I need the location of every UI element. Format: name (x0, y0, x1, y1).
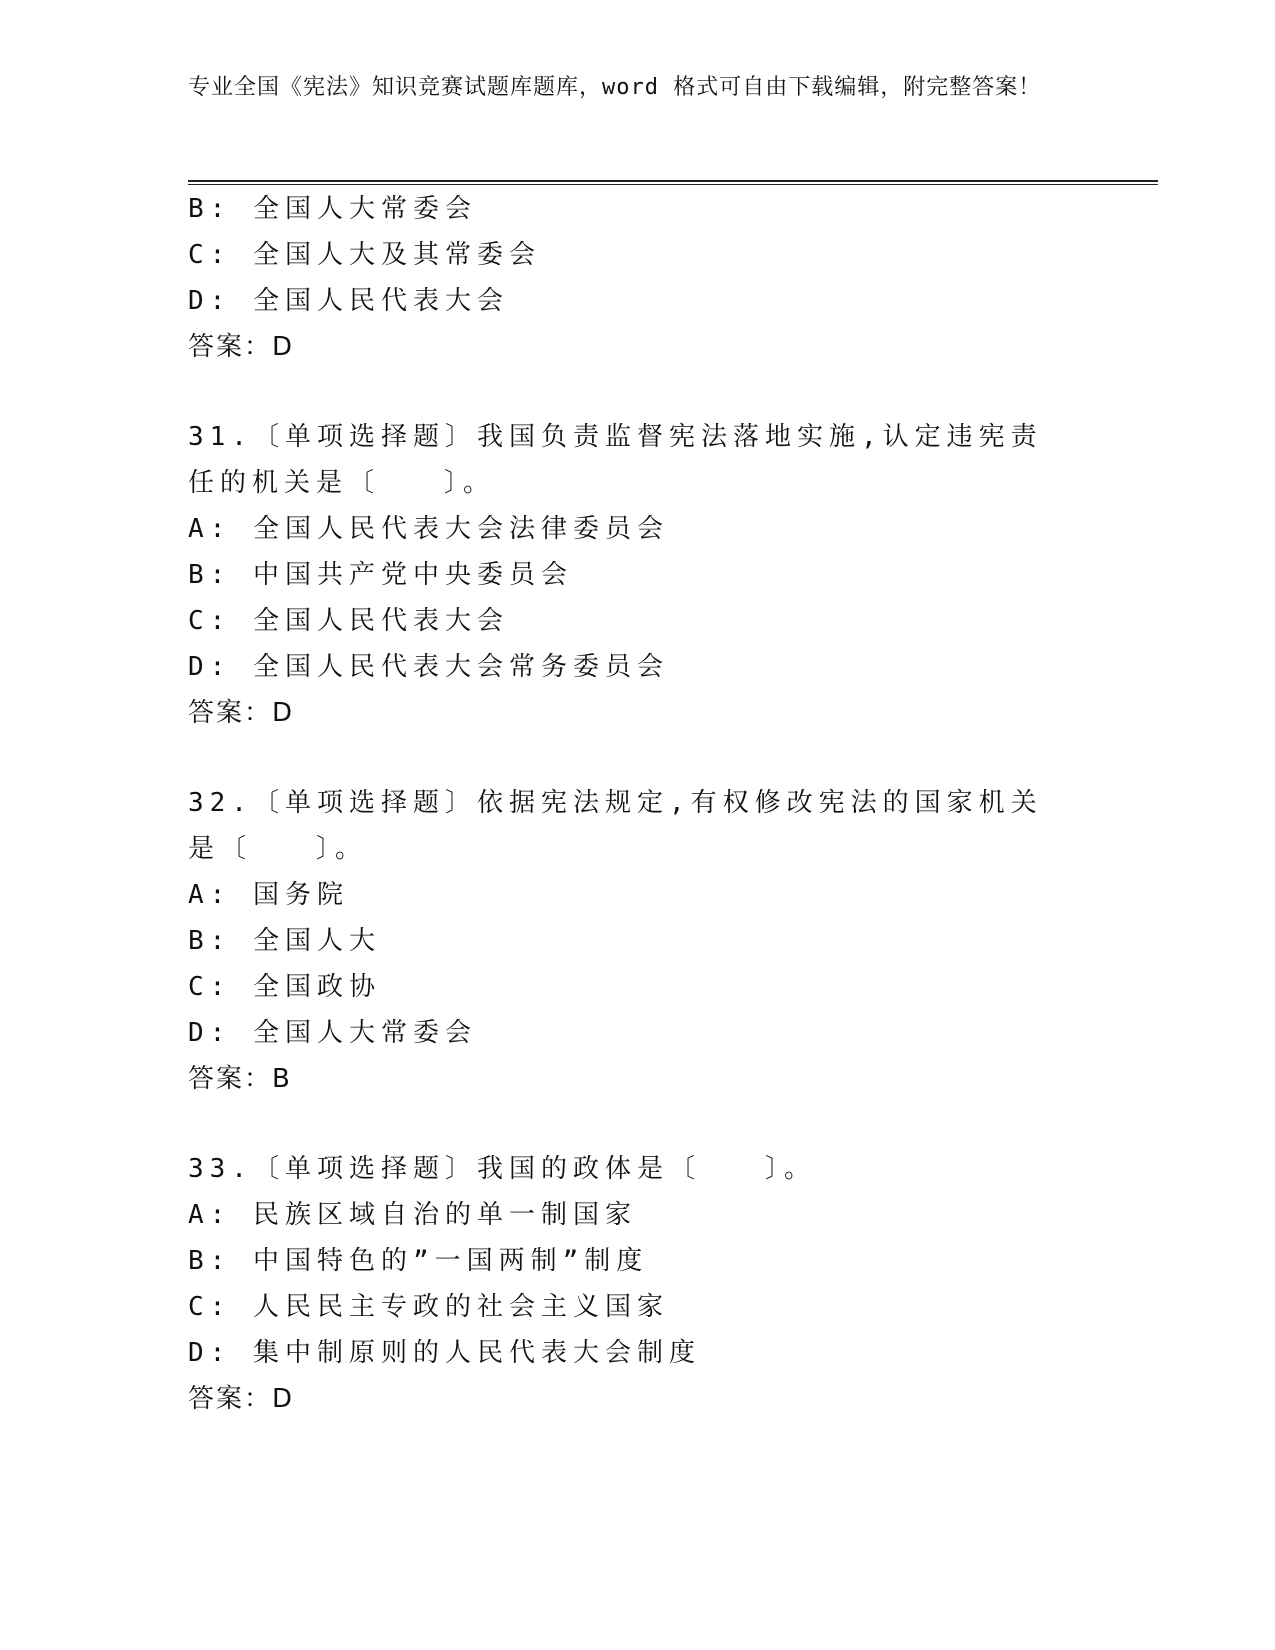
option-text: 全国人大常委会 (252, 1018, 477, 1048)
answer-line: 答案：D (188, 1384, 295, 1414)
option-text: 全国人民代表大会法律委员会 (252, 514, 669, 544)
option-label: D: (188, 286, 232, 316)
option-c (188, 598, 1088, 644)
option-label: B: (188, 194, 232, 224)
option-a (188, 872, 1088, 918)
question-33 (188, 1146, 1088, 1422)
option-label: B: (188, 926, 232, 956)
option-b (188, 552, 1088, 598)
option-c (188, 1284, 1088, 1330)
option-b (188, 186, 1088, 232)
option-label: B: (188, 560, 232, 590)
question-31 (188, 414, 1088, 736)
option-c (188, 964, 1088, 1010)
option-d (188, 1010, 1088, 1056)
question-text: 32.〔单项选择题〕依据宪法规定,有权修改宪法的国家机关是〔 〕。 (188, 788, 1043, 864)
option-text: 国务院 (252, 880, 349, 910)
question-continuation (188, 186, 1088, 370)
option-text: 中国共产党中央委员会 (252, 560, 573, 590)
option-label: A: (188, 1200, 232, 1230)
option-b (188, 1238, 1088, 1284)
option-label: A: (188, 880, 232, 910)
answer-line: 答案：B (188, 1064, 292, 1094)
option-text: 人民民主专政的社会主义国家 (252, 1292, 669, 1322)
option-b (188, 918, 1088, 964)
option-text: 全国人民代表大会 (252, 286, 509, 316)
option-label: C: (188, 972, 232, 1002)
option-label: D: (188, 1338, 232, 1368)
option-d (188, 1330, 1088, 1376)
option-label: B: (188, 1246, 232, 1276)
answer-line: 答案：D (188, 698, 295, 728)
option-a (188, 506, 1088, 552)
header-divider (188, 180, 1158, 185)
question-text: 33.〔单项选择题〕我国的政体是〔 〕。 (188, 1154, 816, 1184)
option-c (188, 232, 1088, 278)
question-32 (188, 780, 1088, 1102)
option-label: D: (188, 1018, 232, 1048)
option-label: A: (188, 514, 232, 544)
option-a (188, 1192, 1088, 1238)
option-label: C: (188, 606, 232, 636)
page-header: 专业全国《宪法》知识竞赛试题库题库，word 格式可自由下载编辑，附完整答案！ (188, 75, 1042, 100)
option-label: C: (188, 240, 232, 270)
answer-line: 答案：D (188, 332, 295, 362)
option-label: D: (188, 652, 232, 682)
option-text: 集中制原则的人民代表大会制度 (252, 1338, 701, 1368)
option-label: C: (188, 1292, 232, 1322)
question-text: 31.〔单项选择题〕我国负责监督宪法落地实施,认定违宪责任的机关是〔 〕。 (188, 422, 1043, 498)
option-text: 民族区域自治的单一制国家 (252, 1200, 637, 1230)
option-text: 全国人民代表大会 (252, 606, 509, 636)
question-list (188, 186, 1088, 1422)
option-d (188, 644, 1088, 690)
option-text: 全国人大 (252, 926, 381, 956)
option-text: 全国人民代表大会常务委员会 (252, 652, 669, 682)
option-text: 全国人大常委会 (252, 194, 477, 224)
option-text: 中国特色的”一国两制”制度 (252, 1246, 649, 1276)
option-d (188, 278, 1088, 324)
option-text: 全国政协 (252, 972, 381, 1002)
option-text: 全国人大及其常委会 (252, 240, 541, 270)
